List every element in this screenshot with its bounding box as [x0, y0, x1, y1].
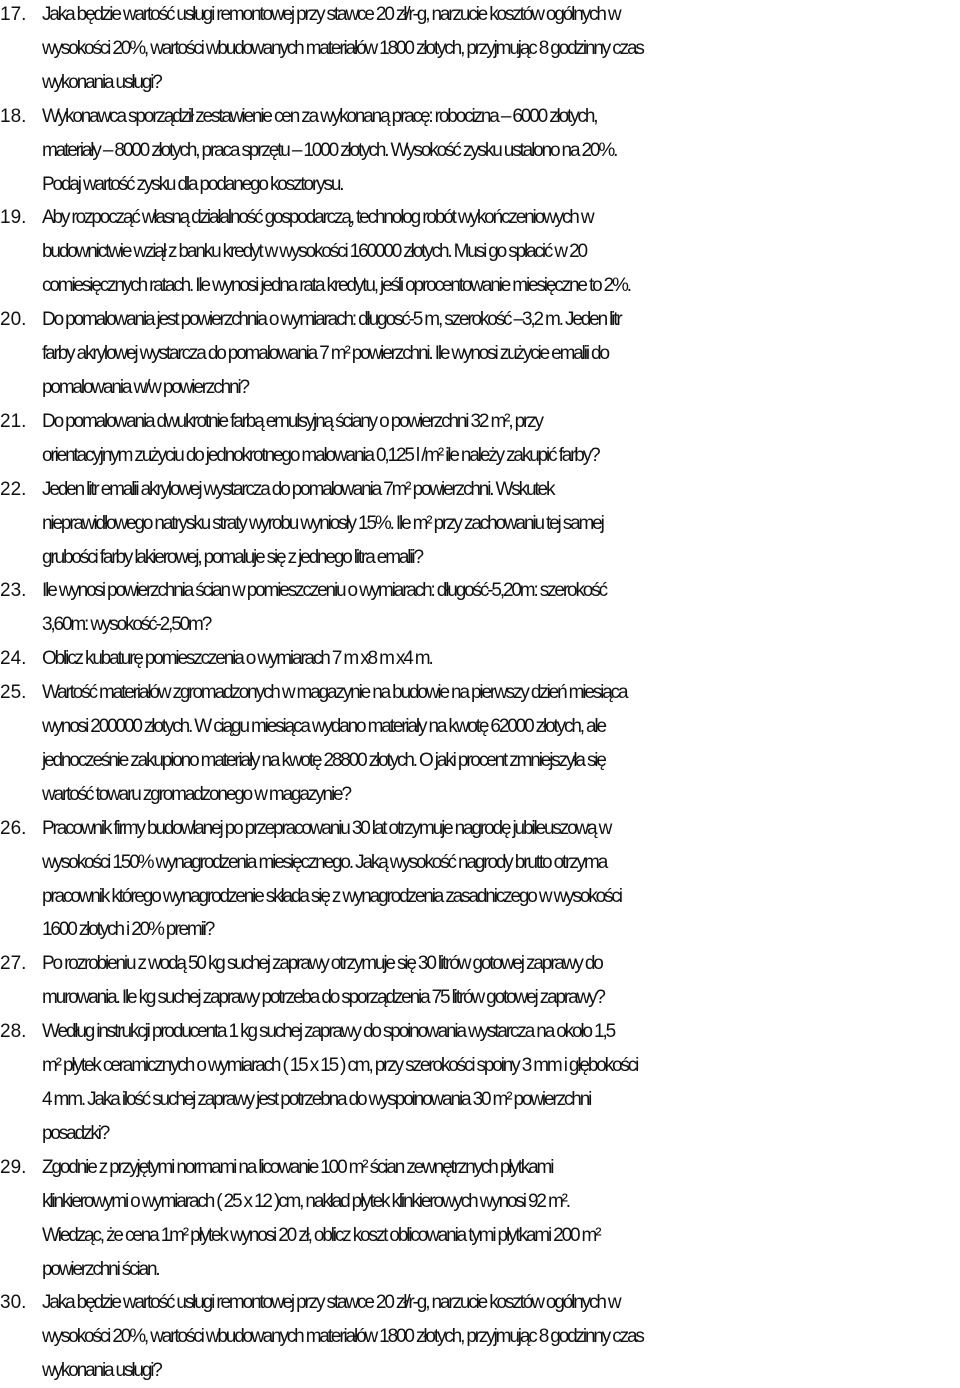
question-text-line: Według instrukcji producenta 1 kg suchej zaprawy do spoinowania wystarcza na około 1,5 — [42, 1021, 615, 1043]
question-number: 25. — [0, 682, 27, 704]
question-text-line: budownictwie wziął z banku kredyt w wysokości 160000 złotych. Musi go spłacić w 20 — [42, 241, 586, 263]
question-text — [42, 642, 960, 676]
question-text-line: materiały – 8000 złotych, praca sprzętu – 1000 złotych. Wysokość zysku ustalono na 20%. — [42, 139, 617, 161]
question-text — [42, 1151, 960, 1287]
question-text-line: klinkierowymi o wymiarach ( 25 x 12 )cm, nakład płytek klinkierowych wynosi 92 m². — [42, 1190, 569, 1212]
question-item — [0, 100, 960, 202]
question-number: 29. — [0, 1156, 27, 1178]
question-text-line: comiesięcznych ratach. Ile wynosi jedna rata kredytu, jeśli oprocentowanie miesięczne to 2%. — [42, 275, 630, 297]
question-text-line: Podaj wartość zysku dla podanego kosztorysu. — [42, 173, 343, 195]
question-text-line: Jaka będzie wartość usługi remontowej przy stawce 20 zł/r-g, narzucie kosztów ogólnych w — [42, 4, 620, 25]
question-number: 22. — [0, 478, 27, 500]
question-text-line: 4 mm. Jaka ilość suchej zaprawy jest potrzebna do wyspoinowania 30 m² powierzchni — [42, 1089, 591, 1110]
question-text — [42, 0, 960, 100]
question-text-line: Jeden litr emalii akrylowej wystarcza do pomalowania 7m² powierzchni. Wskutek — [42, 478, 554, 500]
question-item — [0, 1151, 960, 1287]
question-text-line: Pracownik firmy budowlanej po przepracowaniu 30 lat otrzymuje nagrodę jubileuszową w — [42, 817, 611, 839]
question-number: 24. — [0, 648, 27, 670]
question-text — [42, 405, 960, 473]
question-text-line: murowania. Ile kg suchej zaprawy potrzeba do sporządzenia 75 litrów gotowej zaprawy? — [42, 987, 604, 1009]
question-text — [42, 574, 960, 642]
question-text-line: Aby rozpocząć własną działalność gospodarczą, technolog robót wykończeniowych w — [42, 207, 593, 229]
question-item — [0, 303, 960, 405]
question-text — [42, 473, 960, 575]
question-number: 27. — [0, 953, 27, 975]
question-text-line: wykonania usługi? — [42, 1360, 161, 1382]
question-text — [42, 676, 960, 812]
question-number: 30. — [0, 1292, 27, 1314]
question-text-line: jednocześnie zakupiono materiały na kwotę 28800 złotych. O jaki procent zmniejszyła się — [42, 749, 605, 771]
question-text-line: wysokości 20%, wartości wbudowanych materiałów 1800 złotych, przyjmując 8 godzinny czas — [42, 37, 643, 59]
question-number: 23. — [0, 580, 27, 602]
question-text-line: farby akrylowej wystarcza do pomalowania 7 m² powierzchni. Ile wynosi zużycie emalii do — [42, 343, 608, 365]
question-text-line: pomalowania w/w powierzchni? — [42, 376, 248, 398]
question-item — [0, 1286, 960, 1388]
question-text-line: Oblicz kubaturę pomieszczenia o wymiarach 7 m x8 m x4 m. — [42, 648, 432, 670]
question-item — [0, 1015, 960, 1151]
question-number: 21. — [0, 410, 27, 432]
question-item — [0, 405, 960, 473]
question-text-line: m² płytek ceramicznych o wymiarach ( 15 x 15 ) cm, przy szerokości spoiny 3 mm i głębokości — [42, 1055, 638, 1077]
question-text-line: Do pomalowania jest powierzchnia o wymiarach: długosć-5 m, szerokość –3,2 m. Jeden litr — [42, 309, 621, 331]
question-text — [42, 947, 960, 1015]
question-number: 19. — [0, 207, 27, 229]
question-number: 28. — [0, 1021, 27, 1043]
question-text-line: pracownik którego wynagrodzenie składa się z wynagrodzenia zasadniczego w wysokości — [42, 885, 621, 907]
question-number: 18. — [0, 105, 27, 127]
question-text — [42, 1286, 960, 1388]
question-text-line: grubości farby lakierowej, pomaluje się z jednego litra emalii? — [42, 546, 422, 568]
question-item — [0, 473, 960, 575]
question-text-line: wynosi 200000 złotych. W ciągu miesiąca wydano materiały na kwotę 62000 złotych, ale — [42, 716, 605, 738]
question-text-line: Wykonawca sporządził zestawienie cen za wykonaną pracę: robocizna – 6000 złotych, — [42, 105, 597, 127]
question-item — [0, 642, 960, 676]
question-item — [0, 574, 960, 642]
question-text — [42, 303, 960, 405]
question-text-line: Zgodnie z przyjętymi normami na licowanie 100 m² ścian zewnętrznych płytkami — [42, 1156, 553, 1178]
question-text-line: nieprawidłowego natrysku straty wyrobu wyniosły 15%. Ile m² przy zachowaniu tej samej — [42, 512, 603, 534]
question-item — [0, 676, 960, 812]
question-text-line: Jaka będzie wartość usługi remontowej przy stawce 20 zł/r-g, narzucie kosztów ogólnych w — [42, 1292, 620, 1314]
question-number: 20. — [0, 309, 27, 331]
question-text-line: 3,60m: wysokość-2,50m? — [42, 614, 211, 636]
question-text-line: powierzchni ścian. — [42, 1258, 159, 1280]
question-text-line: Wartość materiałów zgromadzonych w magazynie na budowie na pierwszy dzień miesiąca — [42, 682, 627, 704]
question-number: 17. — [0, 4, 27, 25]
question-text-line: wykonania usługi? — [42, 71, 161, 93]
question-text-line: orientacyjnym zużyciu do jednokrotnego malowania 0,125 l /m² ile należy zakupić farby? — [42, 444, 599, 466]
question-text-line: wartość towaru zgromadzonego w magazynie? — [42, 783, 350, 805]
question-text-line: Wiedząc, że cena 1m² płytek wynosi 20 zł, oblicz koszt oblicowania tymi płytkami 200 m² — [42, 1224, 600, 1246]
question-text-line: wysokości 150% wynagrodzenia miesięcznego. Jaką wysokość nagrody brutto otrzyma — [42, 851, 607, 873]
question-text — [42, 201, 960, 303]
question-text — [42, 100, 960, 202]
question-text — [42, 812, 960, 948]
question-text — [42, 1015, 960, 1151]
question-text-line: Do pomalowania dwukrotnie farbą emulsyjną ściany o powierzchni 32 m², przy — [42, 410, 542, 432]
question-text-line: wysokości 20%, wartości wbudowanych materiałów 1800 złotych, przyjmując 8 godzinny czas — [42, 1326, 643, 1348]
question-text-line: 1600 złotych i 20% premii? — [42, 919, 214, 941]
question-text-line: posadzki? — [42, 1122, 109, 1144]
question-item — [0, 812, 960, 948]
question-item — [0, 947, 960, 1015]
question-item — [0, 0, 960, 100]
question-item — [0, 201, 960, 303]
question-text-line: Po rozrobieniu z wodą 50 kg suchej zaprawy otrzymuje się 30 litrów gotowej zaprawy do — [42, 953, 602, 975]
question-number: 26. — [0, 817, 27, 839]
question-text-line: Ile wynosi powierzchnia ścian w pomieszczeniu o wymiarach: długość-5,20m: szerokość — [42, 580, 606, 602]
